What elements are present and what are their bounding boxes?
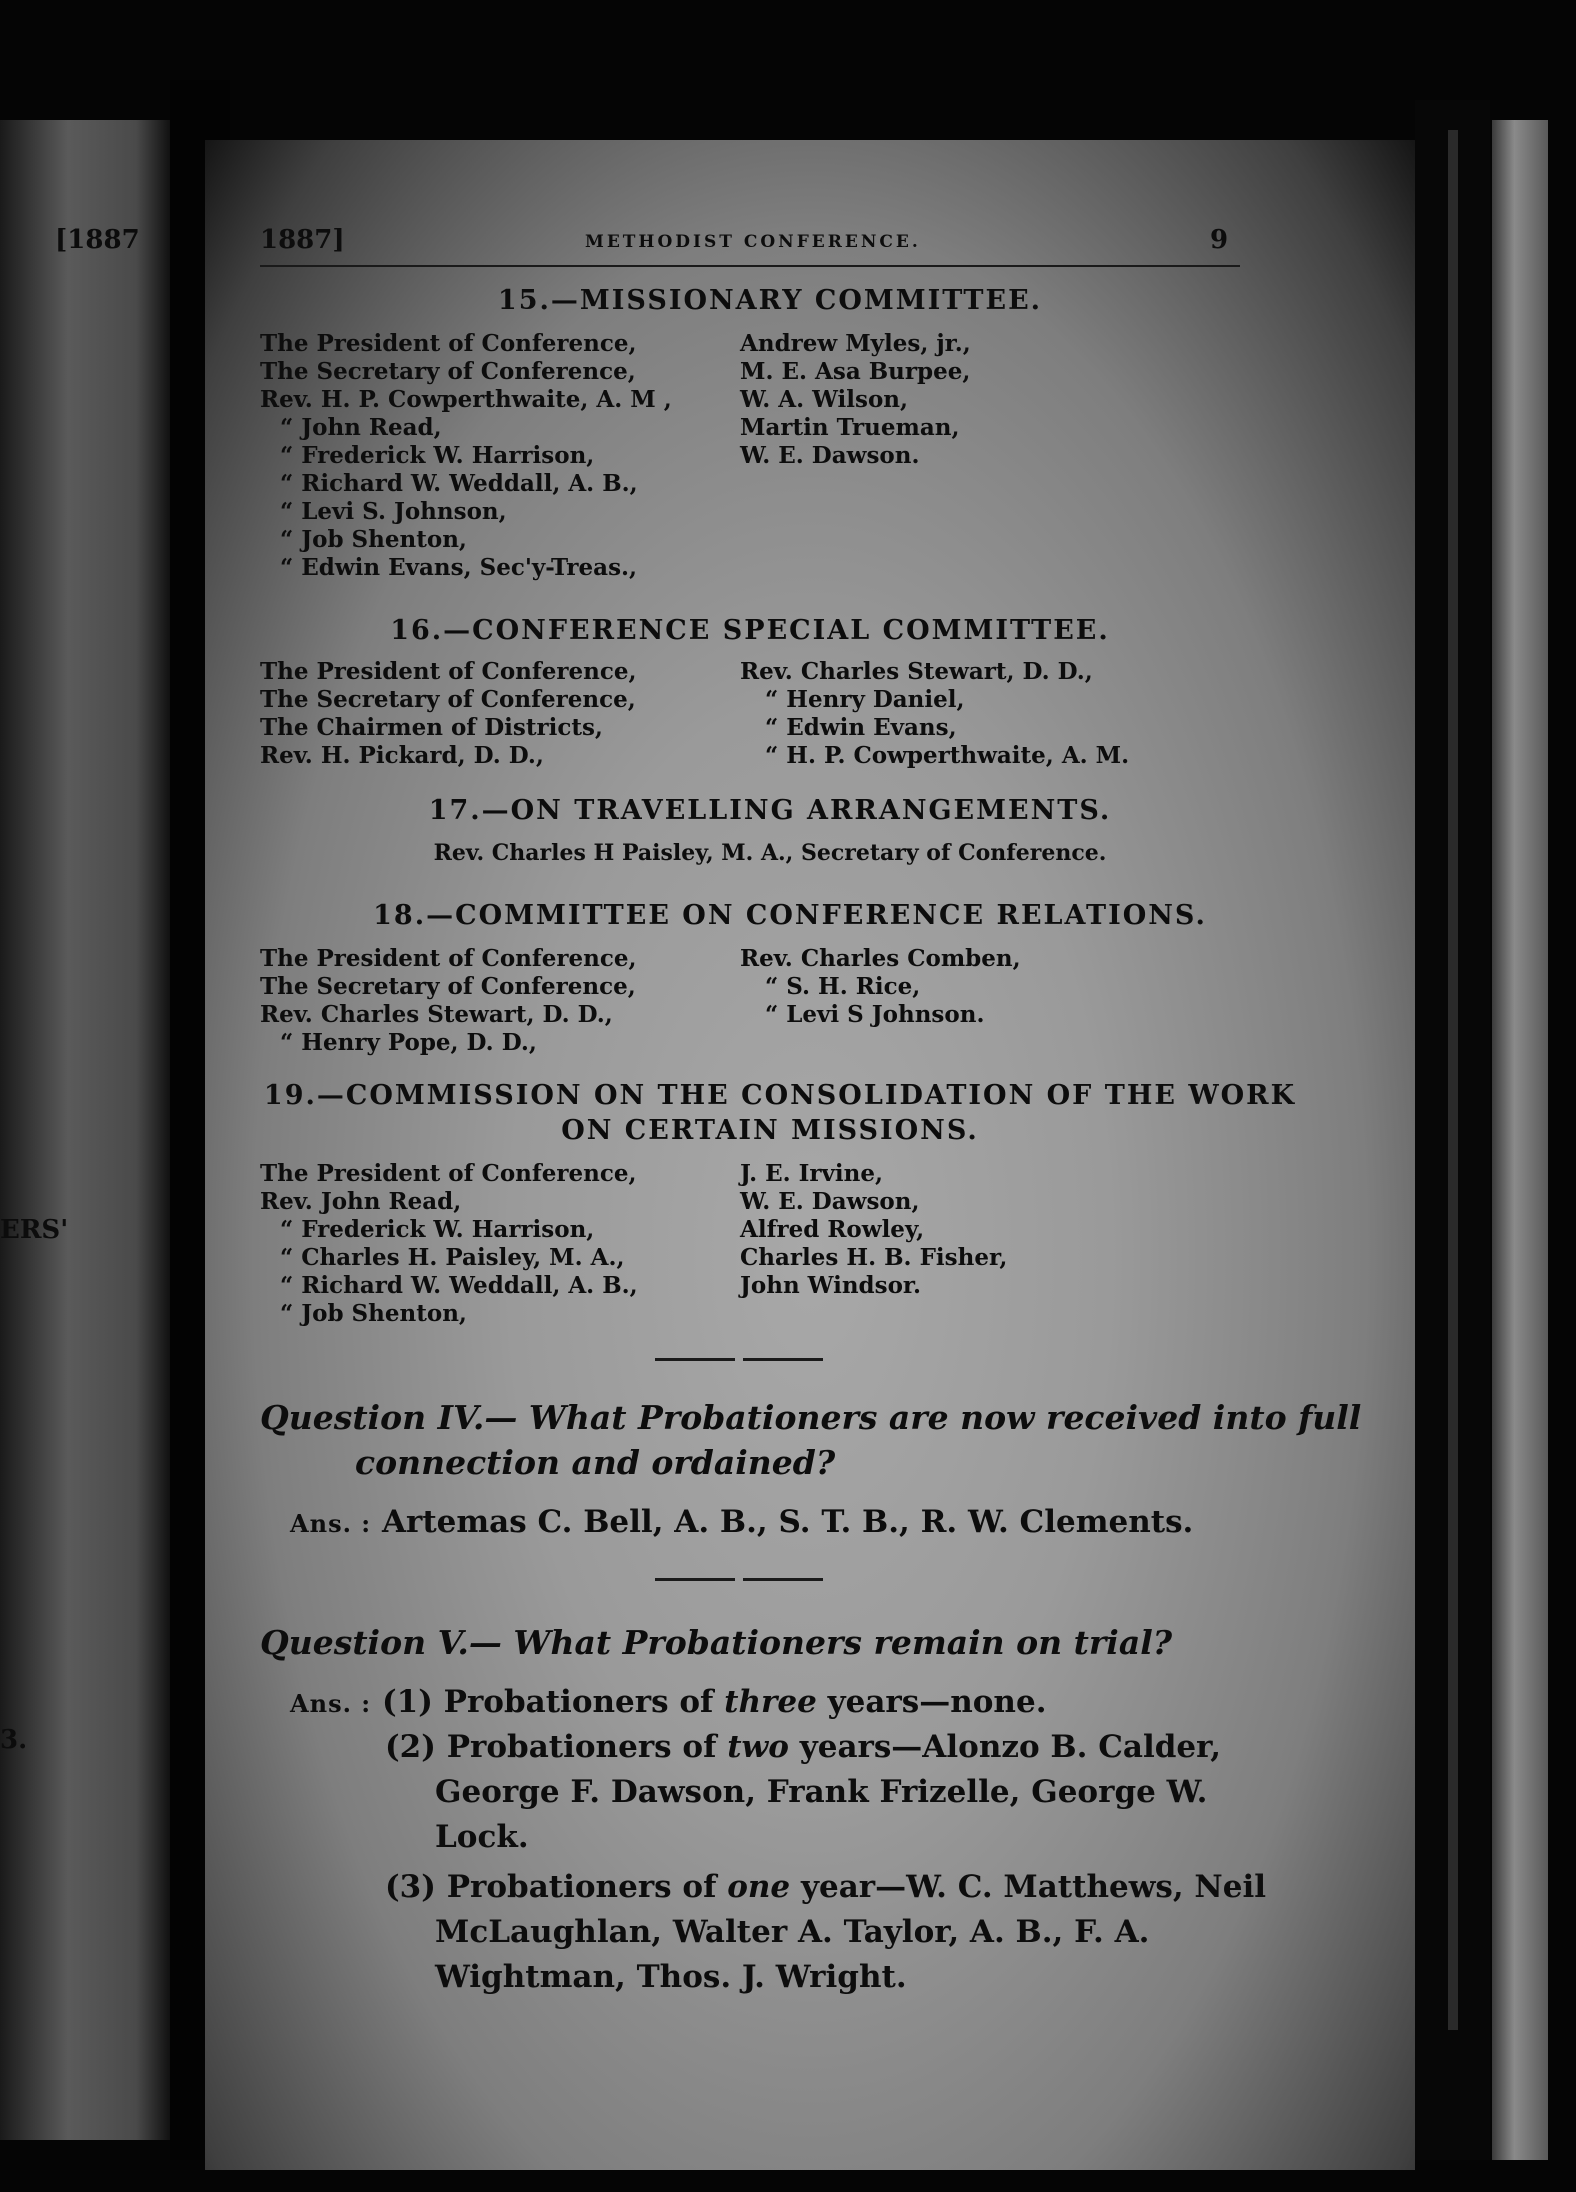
member-line: “ Job Shenton, (280, 526, 467, 553)
section-title: 16.—CONFERENCE SPECIAL COMMITTEE. (390, 615, 1110, 646)
section-left-column (260, 658, 637, 770)
member-line: The President of Conference, (260, 1160, 637, 1187)
question-text: Question IV.— What Probationers are now received into full (260, 1398, 1362, 1437)
member-line: Rev. Charles Stewart, D. D., (260, 1001, 613, 1028)
divider-rule (655, 1578, 735, 1581)
item-number: (1) (381, 1684, 433, 1720)
answer-label: Ans. : (290, 1689, 372, 1718)
member-line: Andrew Myles, jr., (740, 330, 971, 357)
member-line: W. A. Wilson, (740, 386, 909, 413)
section-right-column (740, 1160, 1007, 1300)
member-line: The Secretary of Conference, (260, 973, 636, 1000)
running-title: METHODIST CONFERENCE. (585, 232, 921, 252)
answer-item-continued: Lock. (435, 1819, 529, 1855)
member-line: “ S. H. Rice, (765, 973, 921, 1000)
section-left-column (260, 1160, 638, 1328)
divider-rule (743, 1578, 823, 1581)
section-right-column (740, 658, 1129, 770)
section-left-column (260, 330, 672, 582)
book-page (205, 140, 1415, 2170)
divider-rule (655, 1358, 735, 1361)
answer-item-continued: McLaughlan, Walter A. Taylor, A. B., F. A. (435, 1914, 1150, 1950)
section-title: 18.—COMMITTEE ON CONFERENCE RELATIONS. (373, 900, 1207, 931)
section-title: 17.—ON TRAVELLING ARRANGEMENTS. (428, 795, 1112, 826)
divider-rule (743, 1358, 823, 1361)
answer-text: Artemas C. Bell, A. B., S. T. B., R. W. Clements. (381, 1504, 1194, 1540)
member-line: “ Levi S. Johnson, (280, 498, 507, 525)
member-line: “ Richard W. Weddall, A. B., (280, 1272, 638, 1299)
answer-item (385, 1865, 1266, 1909)
member-line: The President of Conference, (260, 330, 637, 357)
member-line: Martin Trueman, (740, 414, 960, 441)
item-number: (3) (385, 1869, 436, 1905)
facing-page-fragment: ERS' (0, 1215, 69, 1245)
member-line: “ Edwin Evans, Sec'y-Treas., (280, 554, 638, 581)
member-line: “ Frederick W. Harrison, (280, 442, 595, 469)
facing-page-ref: [1887 (55, 225, 140, 255)
question-text: Question V.— What Probationers remain on trial? (260, 1623, 1173, 1662)
member-line: Rev. Charles Stewart, D. D., (740, 658, 1093, 685)
page-number: 9 (1210, 225, 1229, 255)
member-line: Rev. Charles Comben, (740, 945, 1021, 972)
section-title-continued: ON CERTAIN MISSIONS. (561, 1115, 979, 1146)
member-line: “ Richard W. Weddall, A. B., (280, 470, 638, 497)
question-text-continued: connection and ordained? (355, 1443, 836, 1482)
member-line: The Secretary of Conference, (260, 686, 636, 713)
answer-item (385, 1725, 1221, 1769)
answer-item-continued: George F. Dawson, Frank Frizelle, George W. (435, 1774, 1208, 1810)
item-text: Probationers of (446, 1869, 717, 1905)
item-emphasis: two (727, 1729, 789, 1765)
section-title: 15.—MISSIONARY COMMITTEE. (497, 285, 1043, 316)
member-line: The Secretary of Conference, (260, 358, 636, 385)
page-edge-stack (1448, 130, 1458, 2030)
item-text: Probationers of (443, 1684, 714, 1720)
section-right-column (740, 945, 1021, 1029)
facing-page-edge (0, 120, 170, 2140)
member-line: M. E. Asa Burpee, (740, 358, 971, 385)
item-emphasis: one (727, 1869, 791, 1905)
member-line: Rev. John Read, (260, 1188, 462, 1215)
member-line: Charles H. B. Fisher, (740, 1244, 1008, 1271)
item-text: Probationers of (446, 1729, 717, 1765)
header-rule (260, 265, 1240, 267)
section-left-column (260, 945, 637, 1057)
section-right-column (740, 330, 971, 470)
member-line: “ John Read, (280, 414, 442, 441)
member-line: John Windsor. (740, 1272, 921, 1299)
item-number: (2) (385, 1729, 436, 1765)
member-line: The Chairmen of Districts, (260, 714, 603, 741)
member-line: “ Job Shenton, (280, 1300, 467, 1327)
member-line: “ Henry Daniel, (765, 686, 965, 713)
facing-page-fragment: 3. (0, 1725, 28, 1755)
item-text: years—none. (827, 1684, 1047, 1720)
item-text: years—Alonzo B. Calder, (799, 1729, 1222, 1765)
member-line: Alfred Rowley, (740, 1216, 925, 1243)
member-line: J. E. Irvine, (740, 1160, 883, 1187)
member-line: W. E. Dawson, (740, 1188, 920, 1215)
item-text: year—W. C. Matthews, Neil (800, 1869, 1267, 1905)
member-line: “ Henry Pope, D. D., (280, 1029, 537, 1056)
member-line: Rev. H. P. Cowperthwaite, A. M , (260, 386, 672, 413)
answer (290, 1680, 1047, 1726)
member-line: “ H. P. Cowperthwaite, A. M. (765, 742, 1130, 769)
member-line: “ Frederick W. Harrison, (280, 1216, 595, 1243)
section-line: Rev. Charles H Paisley, M. A., Secretary of Conference. (433, 840, 1107, 866)
answer (290, 1500, 1193, 1546)
item-emphasis: three (724, 1684, 817, 1720)
section-title: 19.—COMMISSION ON THE CONSOLIDATION OF THE WORK (263, 1080, 1297, 1111)
answer-item-continued: Wightman, Thos. J. Wright. (435, 1959, 907, 1995)
member-line: The President of Conference, (260, 658, 637, 685)
member-line: “ Levi S Johnson. (765, 1001, 985, 1028)
header-year: 1887] (260, 225, 345, 255)
member-line: The President of Conference, (260, 945, 637, 972)
member-line: “ Edwin Evans, (765, 714, 957, 741)
answer-label: Ans. : (290, 1509, 372, 1538)
member-line: Rev. H. Pickard, D. D., (260, 742, 544, 769)
page-edge-stack (1492, 120, 1548, 2160)
member-line: “ Charles H. Paisley, M. A., (280, 1244, 625, 1271)
member-line: W. E. Dawson. (740, 442, 920, 469)
